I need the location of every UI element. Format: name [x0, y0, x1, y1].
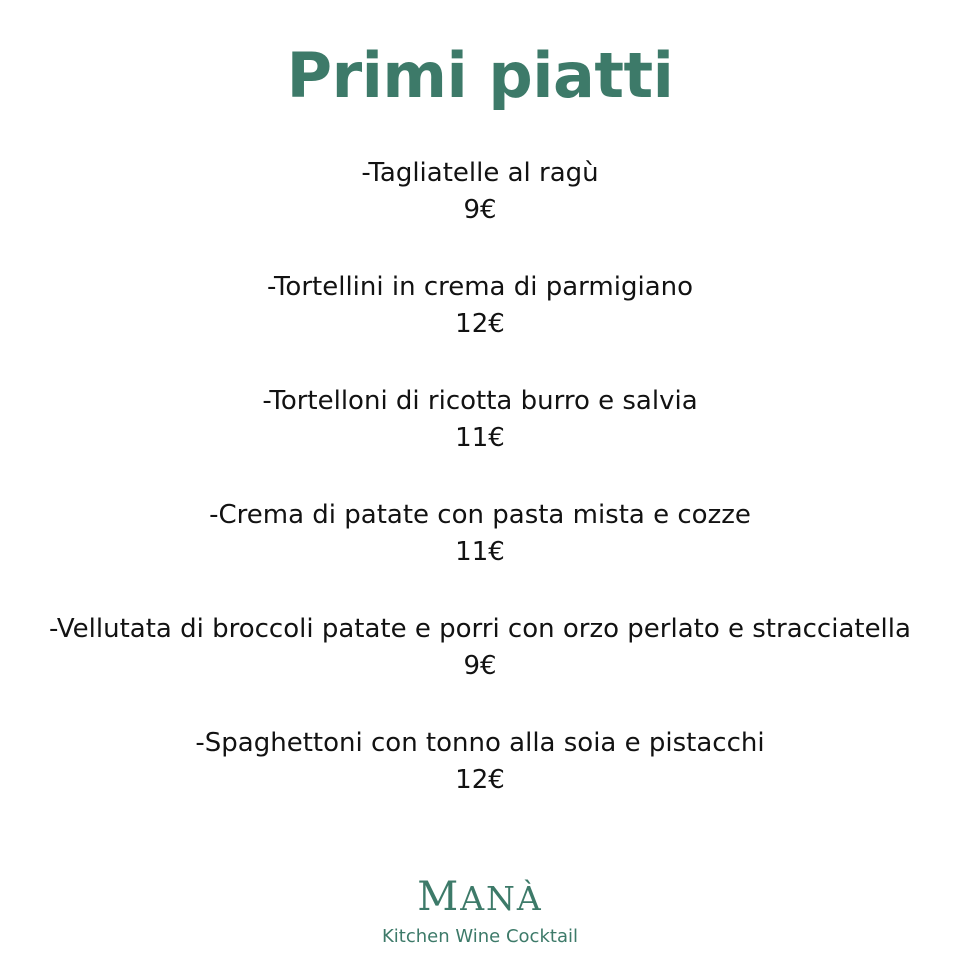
- dish-name: -Tortellini in crema di parmigiano: [266, 272, 694, 302]
- brand-initial: M: [417, 874, 461, 920]
- brand-logo: [0, 872, 960, 924]
- dish-price: 9€: [463, 195, 497, 225]
- dish-item: [0, 611, 960, 725]
- dish-item: [0, 269, 960, 383]
- dish-price: 11€: [455, 423, 505, 453]
- brand-tagline: Kitchen Wine Cocktail: [382, 926, 578, 947]
- footer-logo: [0, 872, 960, 950]
- dish-name: -Tortelloni di ricotta burro e salvia: [262, 386, 698, 416]
- dish-item: [0, 155, 960, 269]
- dish-name: -Vellutata di broccoli patate e porri con orzo perlato e stracciatella: [49, 614, 911, 644]
- dish-list: [0, 155, 960, 839]
- dish-price: 12€: [455, 765, 505, 795]
- dish-item: [0, 497, 960, 611]
- dish-name: -Tagliatelle al ragù: [361, 158, 599, 188]
- dish-price: 9€: [463, 651, 497, 681]
- brand-rest: ANÀ: [460, 879, 543, 918]
- dish-name: -Spaghettoni con tonno alla soia e pistacchi: [195, 728, 765, 758]
- dish-price: 12€: [455, 309, 505, 339]
- dish-item: [0, 725, 960, 839]
- dish-item: [0, 383, 960, 497]
- page-title: Primi piatti: [286, 39, 674, 112]
- dish-name: -Crema di patate con pasta mista e cozze: [209, 500, 751, 530]
- dish-price: 11€: [455, 537, 505, 567]
